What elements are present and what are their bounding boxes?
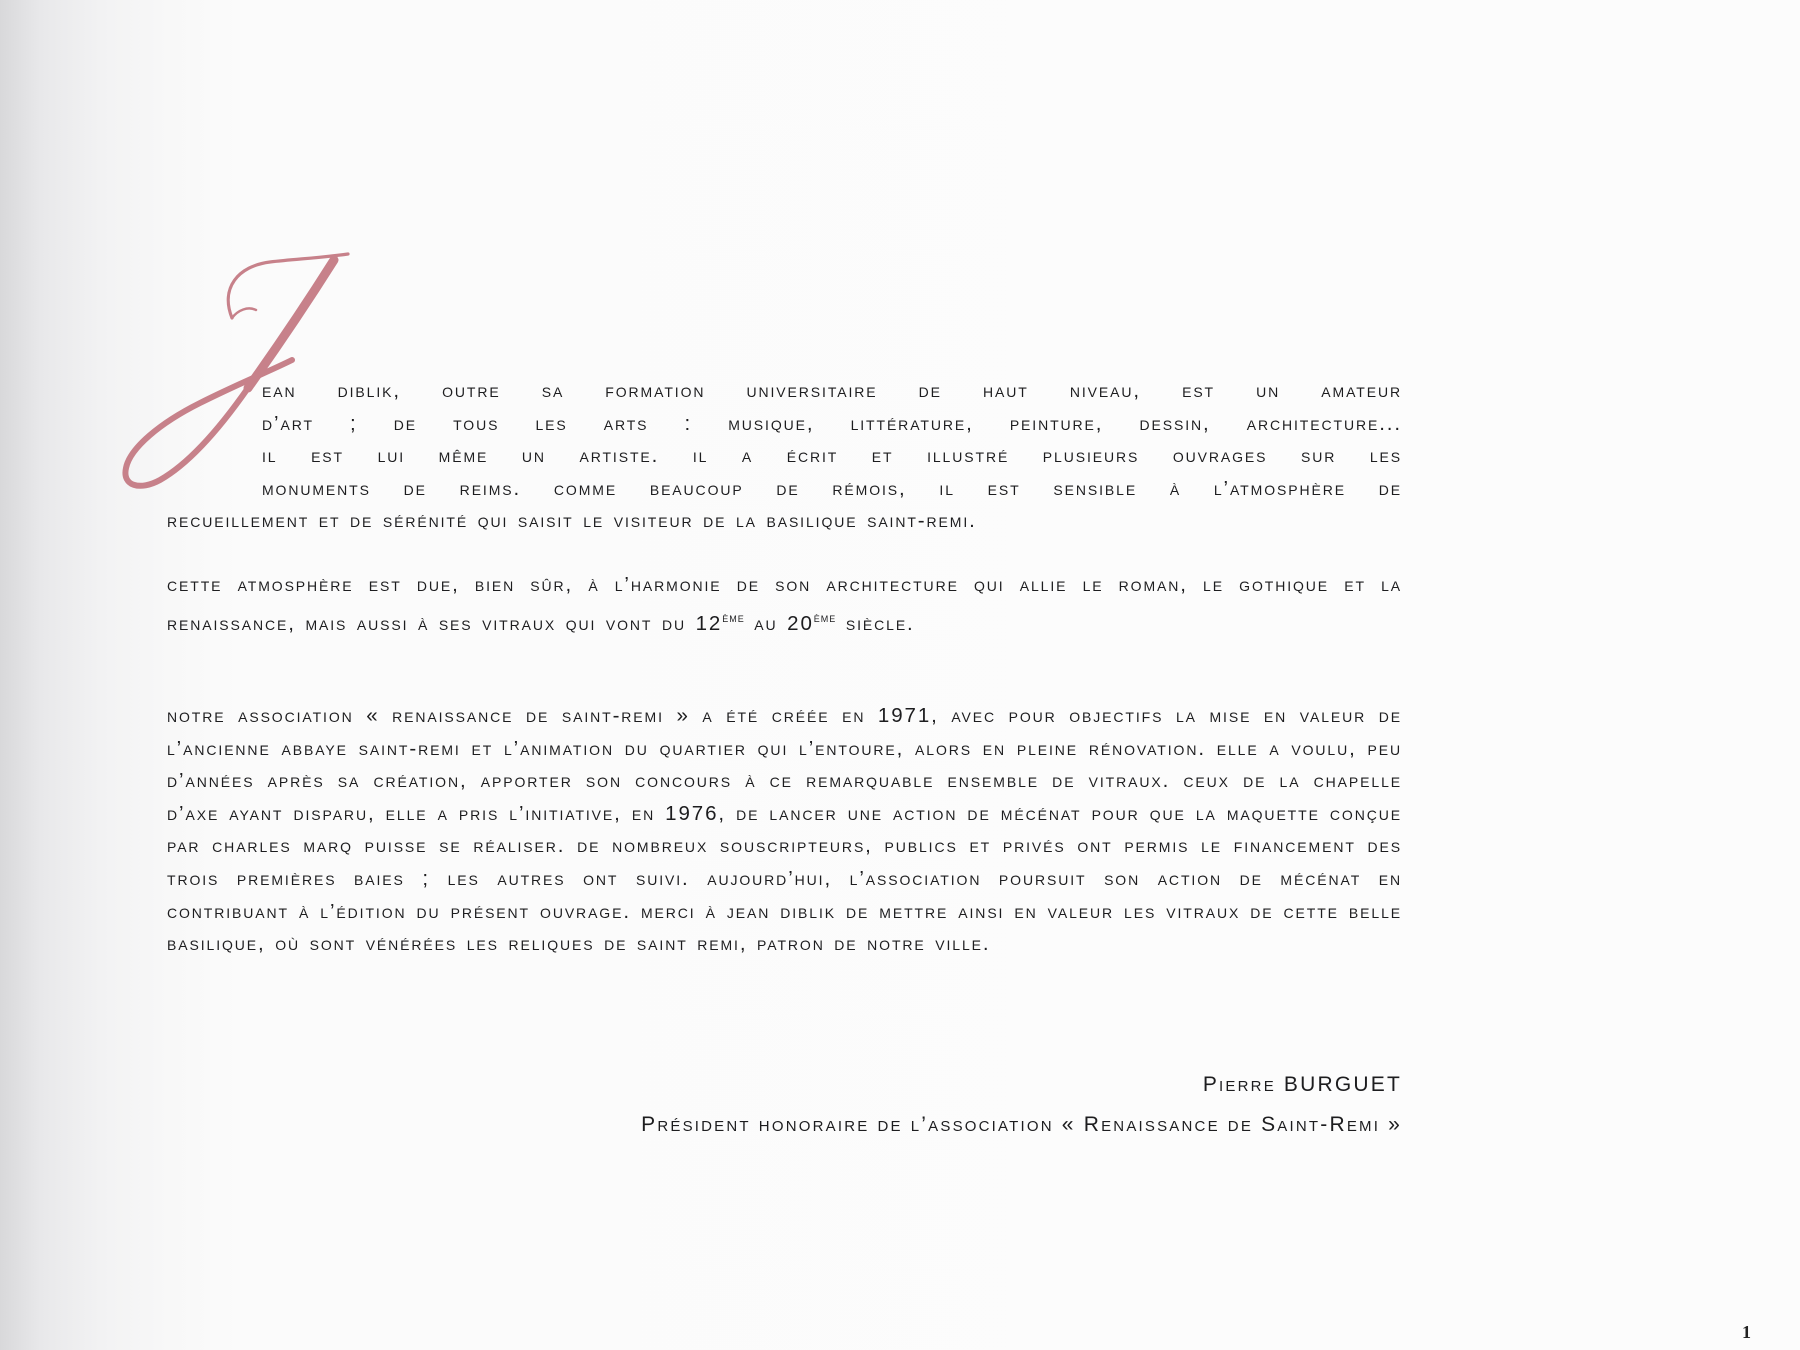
signature-title: Président honoraire de l’association « Renaissance de Saint-Remi » <box>641 1113 1402 1136</box>
paragraph-1-line: monuments de reims. comme beaucoup de rémois, il est sensible à l’atmosphère de <box>262 476 1402 500</box>
paragraph-1-line: ean diblik, outre sa formation universitaire de haut niveau, est un amateur <box>262 379 1402 402</box>
paragraph-1 <box>167 375 1402 538</box>
ordinal-suffix: ème <box>813 609 837 625</box>
paragraph-2-text <box>167 569 1402 640</box>
signature-block <box>641 1065 1402 1145</box>
ordinal-suffix: ème <box>722 609 745 625</box>
paragraph-2-part-b: au 20 <box>744 611 814 635</box>
paragraph-2 <box>167 569 1402 640</box>
paragraph-3-text: notre association « renaissance de saint-remi » a été créée en 1971, avec pour objectifs la mise en valeur de l’ancienne abbaye saint-remi et l’animation du quartier qui l’entoure, alors en pleine rénovation. elle a voulu, peu d’années après sa création, apporter son concours à ce remarquable ensemble de vitraux. ceux de la chapelle d’axe ayant disparu, elle a pris l’initiative, en 1976, de lancer une action de mécénat pour que la maquette conçue par charles marq puisse se réaliser. de nombreux souscripteurs, publics et privés ont permis le financement des trois premières baies ; les autres ont suivi. aujourd’hui, l’association poursuit son action de mécénat en contribuant à l’édition du présent ouvrage. merci à jean diblik de mettre ainsi en valeur les vitraux de cette belle basilique, où sont vénérées les reliques de saint remi, patron de notre ville. <box>167 704 1402 956</box>
paragraph-3 <box>167 700 1402 961</box>
paragraph-1-line: d’art ; de tous les arts : musique, littérature, peinture, dessin, architecture... <box>262 411 1402 435</box>
paragraph-2-part-c: siècle. <box>836 611 915 635</box>
page-number: 1 <box>1742 1322 1751 1342</box>
paragraph-1-line: il est lui même un artiste. il a écrit et illustré plusieurs ouvrages sur les <box>262 444 1402 468</box>
signature-name: Pierre BURGUET <box>1202 1073 1402 1096</box>
paragraph-2-part-a: cette atmosphère est due, bien sûr, à l’harmonie de son architecture qui allie le roman, le gothique et la renaissance, mais aussi à ses vitraux qui vont du 12 <box>167 573 1402 635</box>
paragraph-1-line: recueillement et de sérénité qui saisit le visiteur de la basilique saint-remi. <box>167 509 977 533</box>
